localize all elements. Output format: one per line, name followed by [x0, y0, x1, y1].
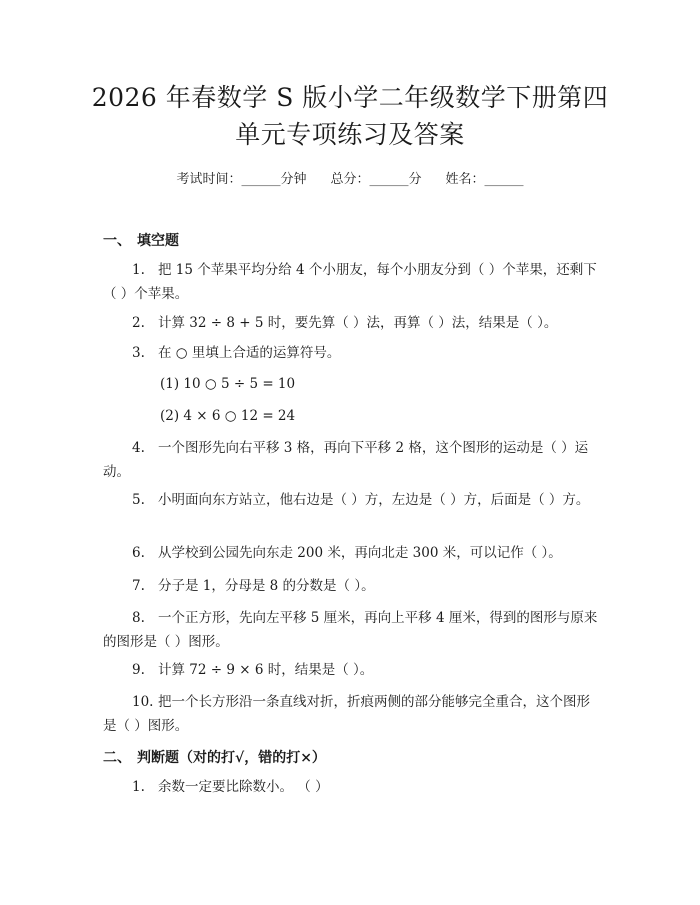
question-item [103, 690, 600, 738]
page-title-line-1: 2026 年春数学 S 版小学二年级数学下册第四 [91, 83, 609, 112]
section-fill-in-header [103, 230, 179, 250]
page-title-line-2: 单元专项练习及答案 [235, 120, 465, 149]
question-text: 一个正方形，先向左平移 5 厘米，再向上平移 4 厘米，得到的图形与原来的图形是（ ）图形。 [103, 610, 598, 650]
question-text: 在 ○ 里填上合适的运算符号。 [158, 345, 341, 361]
section-title: 判断题（对的打√，错的打×） [137, 750, 326, 766]
question-item [103, 258, 600, 306]
question-number: 9. [132, 662, 145, 678]
question-item [103, 436, 600, 484]
exam-time-field: 考试时间：______分钟 [176, 172, 307, 187]
question-text: 分子是 1，分母是 8 的分数是（ ）。 [158, 578, 375, 594]
name-field: 姓名：______ [445, 172, 524, 187]
question-item [103, 341, 600, 365]
exam-meta [0, 168, 700, 187]
question-text: 把一个长方形沿一条直线对折，折痕两侧的部分能够完全重合，这个图形是（ ）图形。 [103, 694, 590, 734]
sub-question-item: (2) 4 × 6 ○ 12 = 24 [160, 408, 296, 424]
question-number: 7. [132, 578, 145, 594]
question-number: 1. [132, 779, 145, 795]
question-text: 把 15 个苹果平均分给 4 个小朋友，每个小朋友分到（ ）个苹果，还剩下（ ）个苹果。 [103, 262, 597, 302]
question-text: 从学校到公园先向东走 200 米，再向北走 300 米，可以记作（ ）。 [158, 545, 562, 561]
question-number: 8. [132, 610, 145, 626]
total-score-field: 总分：______分 [330, 172, 422, 187]
question-text: 小明面向东方站立，他右边是（ ）方，左边是（ ）方，后面是（ ）方。 [158, 492, 590, 508]
section-title: 填空题 [137, 233, 179, 249]
question-item [103, 658, 600, 682]
section-true-false-header [103, 747, 326, 767]
section-number: 二、 [103, 750, 131, 766]
question-number: 10. [132, 694, 154, 710]
question-text: 余数一定要比除数小。 （ ） [158, 779, 329, 795]
question-item [103, 775, 600, 799]
question-number: 4. [132, 440, 145, 456]
question-number: 2. [132, 315, 145, 331]
question-number: 5. [132, 492, 145, 508]
question-item [103, 606, 600, 654]
question-item [103, 488, 600, 512]
question-number: 3. [132, 345, 145, 361]
section-number: 一、 [103, 233, 131, 249]
question-text: 计算 72 ÷ 9 × 6 时，结果是（ ）。 [158, 662, 374, 678]
question-number: 1. [132, 262, 145, 278]
question-text: 计算 32 ÷ 8 + 5 时，要先算（ ）法，再算（ ）法，结果是（ ）。 [158, 315, 558, 331]
question-number: 6. [132, 545, 145, 561]
sub-question-item: (1) 10 ○ 5 ÷ 5 = 10 [160, 376, 296, 392]
question-item [103, 311, 600, 335]
question-item [103, 574, 600, 598]
question-item [103, 541, 600, 565]
question-text: 一个图形先向右平移 3 格，再向下平移 2 格，这个图形的运动是（ ）运动。 [103, 440, 589, 480]
